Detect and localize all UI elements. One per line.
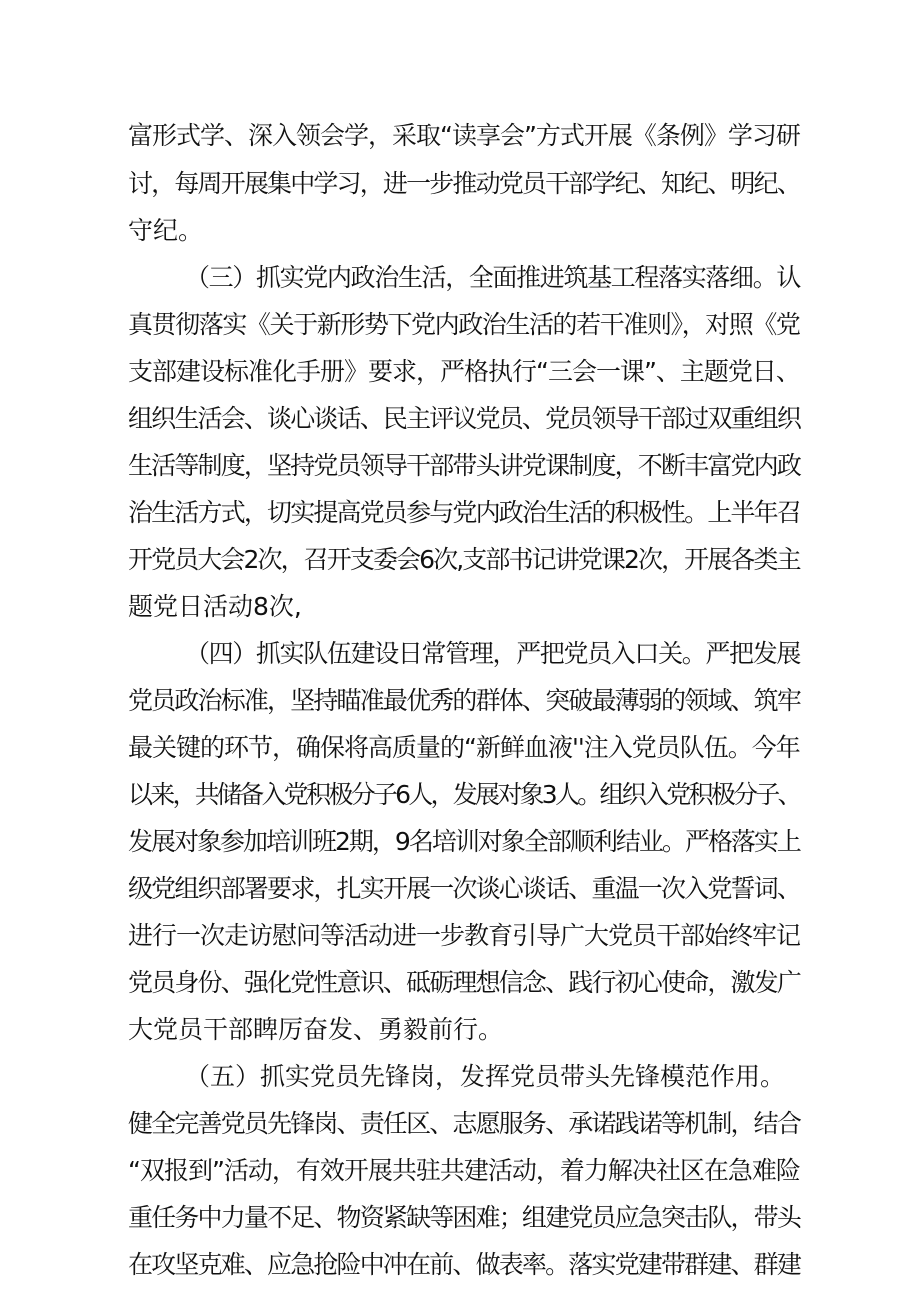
text-line: 在攻坚克难、应急抢险中冲在前、做表率。落实党建带群建、群建 — [128, 1250, 801, 1279]
text-line: 重任务中力量不足、物资紧缺等困难；组建党员应急突击队，带头 — [128, 1203, 801, 1232]
text-line: 级党组织部署要求，扎实开展一次谈心谈话、重温一次入党誓词、 — [128, 874, 801, 903]
text-line: 党员政治标准，坚持瞄准最优秀的群体、突破最薄弱的领域、筑牢 — [128, 686, 801, 715]
text-line: 大党员干部睥厉奋发、勇毅前行。 — [128, 1015, 504, 1044]
text-line: （四）抓实队伍建设日常管理，严把党员入口关。严把发展 — [185, 639, 801, 668]
text-line: 进行一次走访慰问等活动进一步教育引导广大党员干部始终牢记 — [128, 921, 801, 950]
text-line: （三）抓实党内政治生活，全面推进筑基工程落实落细。认 — [185, 263, 801, 292]
text-line: 守纪。 — [128, 216, 204, 245]
text-line: 健全完善党员先锋岗、责任区、志愿服务、承诺践诺等机制，结合 — [128, 1109, 801, 1138]
text-line: “双报到”活动，有效开展共驻共建活动，着力解决社区在急难险 — [128, 1156, 800, 1185]
text-line: 支部建设标准化手册》要求，严格执行“三会一课”、主题党日、 — [128, 357, 800, 386]
text-line: 富形式学、深入领会学，采取“读享会”方式开展《条例》学习研 — [128, 121, 800, 150]
text-line: 生活等制度，坚持党员领导干部带头讲党课制度，不断丰富党内政 — [128, 451, 801, 480]
text-line: 组织生活会、谈心谈话、民主评议党员、党员领导干部过双重组织 — [128, 404, 801, 433]
text-line: 开党员大会2次，召开支委会6次,支部书记讲党课2次，开展各类主 — [128, 545, 800, 574]
text-line: 题党日活动8次, — [128, 592, 302, 621]
text-line: 讨，每周开展集中学习，进一步推动党员干部学纪、知纪、明纪、 — [128, 169, 801, 198]
text-line: 治生活方式，切实提高党员参与党内政治生活的积极性。上半年召 — [128, 498, 801, 527]
text-line: （五）抓实党员先锋岗，发挥党员带头先锋模范作用。 — [185, 1062, 786, 1091]
text-line: 最关键的环节，确保将高质量的“新鲜血液''注入党员队伍。今年 — [128, 733, 800, 762]
text-line: 以来，共储备入党积极分子6人，发展对象3人。组织入党积极分子、 — [128, 780, 800, 809]
text-line: 发展对象参加培训班2期，9名培训对象全部顺利结业。严格落实上 — [128, 827, 800, 856]
text-line: 真贯彻落实《关于新形势下党内政治生活的若干准则》，对照《党 — [128, 310, 800, 339]
text-line: 党员身份、强化党性意识、砥砺理想信念、践行初心使命，激发广 — [128, 968, 801, 997]
